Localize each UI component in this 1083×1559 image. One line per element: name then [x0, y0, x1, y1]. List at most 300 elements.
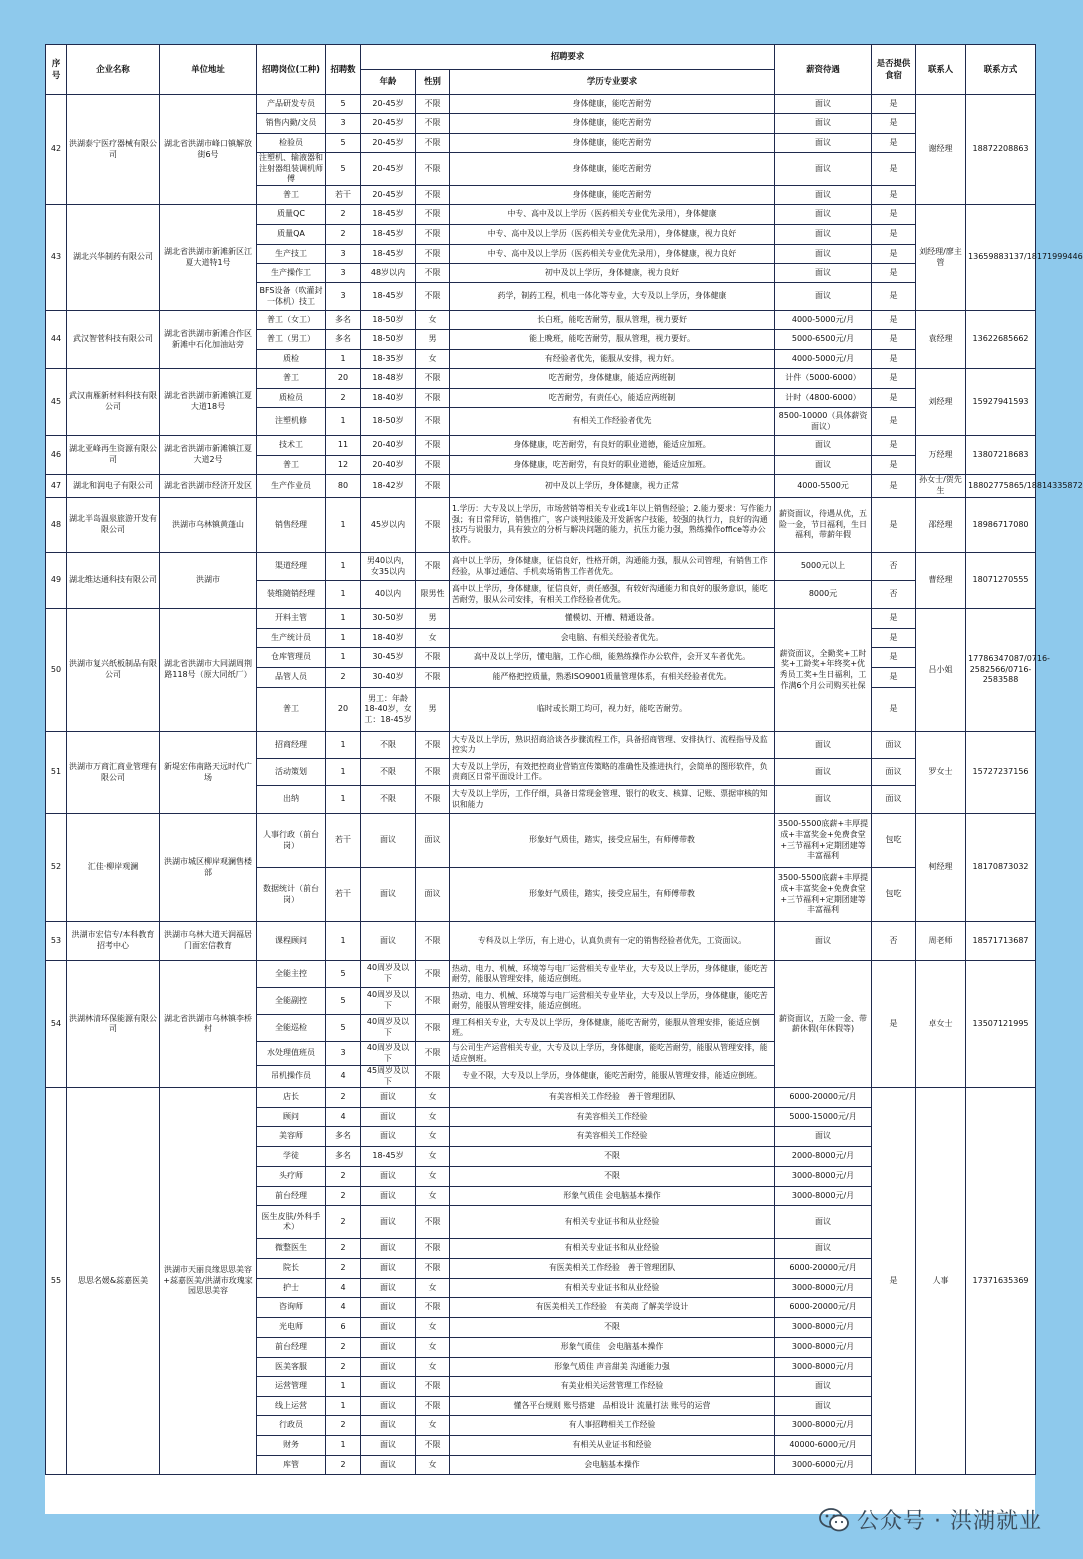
company-name: 湖北和润电子有限公司	[67, 475, 160, 498]
company-contact: 柯经理	[916, 814, 966, 922]
company-name: 洪湖市万商汇商业管理有限公司	[67, 732, 160, 814]
job-gender: 不限	[416, 205, 450, 225]
job-salary: 面议	[775, 186, 872, 205]
job-position: 线上运营	[257, 1397, 326, 1416]
job-salary: 8000元	[775, 581, 872, 609]
job-count: 5	[326, 1015, 361, 1042]
job-requirement: 有相关专业证书和从业经验	[450, 1279, 775, 1298]
table-row	[46, 922, 1036, 961]
job-count: 4	[326, 1108, 361, 1127]
job-salary: 面议	[775, 245, 872, 264]
job-requirement: 不限	[450, 1167, 775, 1187]
job-position: 吊机操作员	[257, 1066, 326, 1088]
job-requirement: 不限	[450, 1318, 775, 1338]
job-age: 面议	[361, 1259, 416, 1279]
job-position: 检验员	[257, 134, 326, 153]
job-requirement: 热动、电力、机械、环境等与电厂运营相关专业毕业，大专及以上学历，身体健康，能吃苦耐劳，能服从管理安排，能适应倒班。	[450, 961, 775, 988]
job-count: 若干	[326, 814, 361, 868]
job-salary: 8500-10000（具体薪资面议）	[775, 408, 872, 436]
job-age: 20-40岁	[361, 456, 416, 475]
company-no: 50	[46, 609, 67, 732]
job-requirement: 懂各平台规则 账号搭建 品相设计 流量打法 账号的运营	[450, 1397, 775, 1416]
job-salary: 面议	[775, 283, 872, 311]
job-salary: 6000-20000元/月	[775, 1298, 872, 1318]
job-position: 顾问	[257, 1108, 326, 1127]
job-age: 18-35岁	[361, 350, 416, 369]
job-age: 20-45岁	[361, 153, 416, 186]
job-position: 开料主管	[257, 609, 326, 629]
job-position: 运营管理	[257, 1377, 326, 1397]
job-position: 出纳	[257, 786, 326, 814]
job-salary: 3000-8000元/月	[775, 1318, 872, 1338]
company-contact: 人事	[916, 1088, 966, 1475]
job-count: 2	[326, 1358, 361, 1377]
job-age: 面议	[361, 868, 416, 922]
job-count: 2	[326, 1416, 361, 1436]
job-gender: 不限	[416, 498, 450, 553]
table-row	[46, 498, 1036, 553]
job-salary: 面议	[775, 264, 872, 283]
job-position: 水处理值班员	[257, 1042, 326, 1066]
job-gender: 不限	[416, 225, 450, 245]
table-row	[46, 814, 1036, 868]
job-position: 前台经理	[257, 1187, 326, 1206]
job-gender: 不限	[416, 648, 450, 668]
job-requirement: 有美容相关工作经验	[450, 1108, 775, 1127]
job-age: 18-45岁	[361, 1147, 416, 1167]
job-age: 面议	[361, 814, 416, 868]
job-requirement: 1.学历：大专及以上学历，市场营销等相关专业或1年以上销售经验；2.能力要求：写作能力强；有日常拜访，销售推广，客户谈判技能及开发新客户技能，较强的执行力，良好的沟通技巧与说服力，具有独立的分析与解决问题的能力，抗压力能力强，熟练操作office等办公软件。	[450, 498, 775, 553]
company-phone: 18170873032	[966, 814, 1036, 922]
job-requirement: 中专、高中及以上学历（医药相关专业优先录用），身体健康，视力良好	[450, 245, 775, 264]
job-gender: 不限	[416, 389, 450, 408]
job-position: 全能主控	[257, 961, 326, 988]
company-address: 湖北省洪湖市新滩合作区新滩中石化加油站旁	[160, 311, 257, 369]
company-contact: 袁经理	[916, 311, 966, 369]
job-meals: 是	[872, 153, 916, 186]
job-position: 质量QC	[257, 205, 326, 225]
job-age: 18-42岁	[361, 475, 416, 498]
job-count: 1	[326, 581, 361, 609]
job-salary: 面议	[775, 759, 872, 786]
job-salary: 3000-8000元/月	[775, 1338, 872, 1358]
job-requirement: 高中以上学历，身体健康，征信良好，性格开朗，沟通能力强，服从公司管理，有销售工作经验，从事过通信、手机卖场销售工作者优先。	[450, 553, 775, 581]
job-age: 面议	[361, 1397, 416, 1416]
header-age: 年龄	[361, 70, 416, 95]
job-age: 20-45岁	[361, 186, 416, 205]
job-salary: 5000元以上	[775, 553, 872, 581]
job-count: 11	[326, 436, 361, 456]
job-gender: 不限	[416, 153, 450, 186]
job-count: 5	[326, 95, 361, 114]
job-meals: 是	[872, 1088, 916, 1475]
job-requirement: 有医美相关工作经验 善于管理团队	[450, 1259, 775, 1279]
job-position: 店长	[257, 1088, 326, 1108]
company-no: 54	[46, 961, 67, 1088]
job-count: 1	[326, 732, 361, 759]
company-no: 45	[46, 369, 67, 436]
job-requirement: 高中以上学历，身体健康，征信良好，责任感强，有较好沟通能力和良好的服务意识，能吃苦耐劳，服从公司安排，有相关工作经验者优先。	[450, 581, 775, 609]
job-requirement: 吃苦耐劳，有责任心，能适应两班制	[450, 389, 775, 408]
job-requirement: 大专及以上学历，熟识招商洽谈各步骤流程工作，具备招商管理、安排执行、流程指导及监控实力	[450, 732, 775, 759]
job-gender: 女	[416, 1416, 450, 1436]
job-age: 18-50岁	[361, 330, 416, 350]
job-salary: 薪资面议，五险一金、带薪休假(年休假等)	[775, 961, 872, 1088]
job-position: 普工	[257, 186, 326, 205]
job-gender: 不限	[416, 1206, 450, 1239]
job-count: 5	[326, 134, 361, 153]
job-gender: 不限	[416, 759, 450, 786]
job-salary: 4000-5000元/月	[775, 311, 872, 330]
company-address: 洪湖市乌林镇黄蓬山	[160, 498, 257, 553]
watermark-text: 公众号 · 洪湖就业	[857, 1509, 1042, 1534]
job-requirement: 有医美相关工作经验 有美商 了解美学设计	[450, 1298, 775, 1318]
job-position: 人事行政（前台岗）	[257, 814, 326, 868]
job-age: 40周岁及以下	[361, 988, 416, 1015]
company-phone: 13807218683	[966, 436, 1036, 475]
job-position: 学徒	[257, 1147, 326, 1167]
job-position: 装维随销经理	[257, 581, 326, 609]
job-count: 2	[326, 1088, 361, 1108]
job-age: 面议	[361, 1187, 416, 1206]
job-position: 光电师	[257, 1318, 326, 1338]
company-no: 49	[46, 553, 67, 609]
job-requirement: 懂模切、开槽、精通设备。	[450, 609, 775, 629]
table-row	[46, 369, 1036, 389]
job-gender: 女	[416, 1167, 450, 1187]
job-salary: 5000-15000元/月	[775, 1108, 872, 1127]
company-phone: 15927941593	[966, 369, 1036, 436]
job-requirement: 大专及以上学历，有效把控商业营销宣传策略的准确性及推进执行，会简单的图形软件，负责商区日常平面设计工作。	[450, 759, 775, 786]
job-age: 30-50岁	[361, 609, 416, 629]
company-no: 46	[46, 436, 67, 475]
job-salary: 6000-20000元/月	[775, 1088, 872, 1108]
job-position: 销售内勤/文员	[257, 114, 326, 134]
job-salary: 薪资面议，待遇从优，五险一金，节日福利，生日福利，带薪年假	[775, 498, 872, 553]
job-salary: 面议	[775, 436, 872, 456]
job-meals: 否	[872, 922, 916, 961]
company-contact: 刘经理/廖主管	[916, 205, 966, 311]
job-gender: 不限	[416, 786, 450, 814]
company-phone: 18802775865/18814335872	[966, 475, 1036, 498]
job-position: 产品研发专员	[257, 95, 326, 114]
table-row	[46, 436, 1036, 456]
job-position: 微整医生	[257, 1239, 326, 1259]
job-requirement: 有美业相关运营管理工作经验	[450, 1377, 775, 1397]
job-meals: 是	[872, 629, 916, 648]
job-meals: 是	[872, 389, 916, 408]
job-gender: 女	[416, 1147, 450, 1167]
job-meals: 面议	[872, 759, 916, 786]
job-gender: 不限	[416, 1259, 450, 1279]
job-gender: 不限	[416, 114, 450, 134]
job-position: 咨询师	[257, 1298, 326, 1318]
job-salary: 计时（4800-6000）	[775, 389, 872, 408]
job-salary: 面议	[775, 732, 872, 759]
job-salary: 3000-6000元/月	[775, 1456, 872, 1475]
job-salary: 面议	[775, 456, 872, 475]
job-position: 技术工	[257, 436, 326, 456]
job-salary: 3000-8000元/月	[775, 1187, 872, 1206]
job-gender: 不限	[416, 369, 450, 389]
job-meals: 否	[872, 581, 916, 609]
job-age: 不限	[361, 786, 416, 814]
table-row	[46, 95, 1036, 114]
job-meals: 是	[872, 498, 916, 553]
job-salary: 面议	[775, 786, 872, 814]
header-count: 招聘数	[326, 45, 361, 95]
table-row	[46, 961, 1036, 988]
wechat-icon	[819, 1507, 849, 1533]
job-meals: 是	[872, 311, 916, 330]
job-requirement: 身体健康，能吃苦耐劳	[450, 114, 775, 134]
job-age: 面议	[361, 1298, 416, 1318]
job-count: 20	[326, 688, 361, 732]
job-meals: 是	[872, 436, 916, 456]
job-age: 面议	[361, 1358, 416, 1377]
job-salary: 3000-8000元/月	[775, 1279, 872, 1298]
company-phone: 18571713687	[966, 922, 1036, 961]
job-meals: 是	[872, 408, 916, 436]
job-count: 3	[326, 245, 361, 264]
job-position: 活动策划	[257, 759, 326, 786]
job-position: 质检	[257, 350, 326, 369]
job-meals: 是	[872, 456, 916, 475]
job-age: 面议	[361, 1167, 416, 1187]
company-address: 新堤宏伟南路天远时代广场	[160, 732, 257, 814]
job-requirement: 理工科相关专业，大专及以上学历，身体健康，能吃苦耐劳，能服从管理安排，能适应倒班。	[450, 1015, 775, 1042]
job-gender: 不限	[416, 245, 450, 264]
job-requirement: 中专、高中及以上学历（医药相关专业优先录用），身体健康，视力良好	[450, 225, 775, 245]
table-row	[46, 1088, 1036, 1108]
job-requirement: 身体健康，吃苦耐劳，有良好的职业道德，能适应加班。	[450, 436, 775, 456]
job-salary: 面议	[775, 1377, 872, 1397]
job-count: 20	[326, 369, 361, 389]
job-gender: 女	[416, 1187, 450, 1206]
job-position: 库管	[257, 1456, 326, 1475]
job-requirement: 形象气质佳 会电脑基本操作	[450, 1187, 775, 1206]
job-requirement: 有美容相关工作经验 善于管理团队	[450, 1088, 775, 1108]
job-count: 1	[326, 1397, 361, 1416]
job-age: 面议	[361, 1318, 416, 1338]
company-contact: 周老师	[916, 922, 966, 961]
header-phone: 联系方式	[966, 45, 1036, 95]
job-position: 全能副控	[257, 988, 326, 1015]
job-count: 4	[326, 1279, 361, 1298]
job-meals: 是	[872, 283, 916, 311]
job-count: 2	[326, 389, 361, 408]
table-row	[46, 609, 1036, 629]
job-count: 4	[326, 1298, 361, 1318]
table-row	[46, 311, 1036, 330]
job-salary: 3000-8000元/月	[775, 1416, 872, 1436]
job-requirement: 临时或长期工均可，视力好，能吃苦耐劳。	[450, 688, 775, 732]
job-age: 面议	[361, 1206, 416, 1239]
job-age: 男40以内，女35以内	[361, 553, 416, 581]
job-age: 20-45岁	[361, 134, 416, 153]
company-no: 42	[46, 95, 67, 205]
job-count: 2	[326, 1187, 361, 1206]
job-position: 护士	[257, 1279, 326, 1298]
job-salary: 3000-8000元/月	[775, 1358, 872, 1377]
job-requirement: 身体健康，能吃苦耐劳	[450, 153, 775, 186]
job-gender: 女	[416, 1108, 450, 1127]
company-address: 洪湖市城区柳岸观澜售楼部	[160, 814, 257, 922]
job-requirement: 形象气质佳 会电脑基本操作	[450, 1338, 775, 1358]
job-requirement: 身体健康，吃苦耐劳，有良好的职业道德，能适应加班。	[450, 456, 775, 475]
job-requirement: 能严格把控质量，熟悉ISO9001质量管理体系，有相关经验者优先。	[450, 668, 775, 688]
company-address: 湖北省洪湖市峰口镇解放街6号	[160, 95, 257, 205]
job-gender: 不限	[416, 134, 450, 153]
job-requirement: 不限	[450, 1147, 775, 1167]
job-age: 不限	[361, 759, 416, 786]
header-contact: 联系人	[916, 45, 966, 95]
job-meals: 包吃	[872, 868, 916, 922]
job-age: 18-50岁	[361, 408, 416, 436]
job-age: 不限	[361, 732, 416, 759]
job-age: 18-45岁	[361, 245, 416, 264]
job-salary: 3000-8000元/月	[775, 1167, 872, 1187]
job-requirement: 长白班，能吃苦耐劳，服从管理，视力要好	[450, 311, 775, 330]
company-name: 洪湖泰宁医疗器械有限公司	[67, 95, 160, 205]
job-position: 普工	[257, 688, 326, 732]
job-age: 18-48岁	[361, 369, 416, 389]
job-age: 面议	[361, 1127, 416, 1147]
job-requirement: 有相关从业证书和经验	[450, 1436, 775, 1456]
job-requirement: 能上晚班，能吃苦耐劳，服从管理，视力要好。	[450, 330, 775, 350]
company-phone: 18986717080	[966, 498, 1036, 553]
job-salary: 面议	[775, 114, 872, 134]
job-meals: 是	[872, 134, 916, 153]
job-count: 多名	[326, 311, 361, 330]
header-no: 序号	[46, 45, 67, 95]
job-requirement: 专业不限，大专及以上学历，身体健康，能吃苦耐劳，能服从管理安排，能适应倒班。	[450, 1066, 775, 1088]
job-count: 1	[326, 408, 361, 436]
job-requirement: 大专及以上学历，工作仔细，具备日常现金管理、银行的收支、核算、记账、票据审核的知识和能力	[450, 786, 775, 814]
job-count: 3	[326, 264, 361, 283]
job-requirement: 高中及以上学历，懂电脑，工作心细，能熟练操作办公软件，会开叉车者优先。	[450, 648, 775, 668]
job-requirement: 形象气质佳 声音甜美 沟通能力强	[450, 1358, 775, 1377]
job-count: 2	[326, 1456, 361, 1475]
recruitment-table-sheet	[45, 44, 1083, 1514]
job-age: 面议	[361, 1377, 416, 1397]
company-address: 洪湖市	[160, 553, 257, 609]
job-gender: 女	[416, 1358, 450, 1377]
company-contact: 吕小姐	[916, 609, 966, 732]
job-meals: 是	[872, 95, 916, 114]
job-count: 若干	[326, 868, 361, 922]
job-age: 40以内	[361, 581, 416, 609]
job-age: 面议	[361, 1239, 416, 1259]
job-count: 多名	[326, 330, 361, 350]
job-position: 前台经理	[257, 1338, 326, 1358]
job-position: 生产统计员	[257, 629, 326, 648]
job-gender: 不限	[416, 408, 450, 436]
job-count: 2	[326, 1259, 361, 1279]
job-age: 面议	[361, 1108, 416, 1127]
job-position: 注塑机修	[257, 408, 326, 436]
job-gender: 不限	[416, 961, 450, 988]
company-name: 洪湖林清环保能源有限公司	[67, 961, 160, 1088]
job-gender: 面议	[416, 868, 450, 922]
job-meals: 是	[872, 350, 916, 369]
job-gender: 女	[416, 1456, 450, 1475]
job-meals: 是	[872, 609, 916, 629]
job-gender: 不限	[416, 186, 450, 205]
job-count: 1	[326, 759, 361, 786]
company-no: 53	[46, 922, 67, 961]
job-requirement: 身体健康，能吃苦耐劳	[450, 134, 775, 153]
company-phone: 13507121995	[966, 961, 1036, 1088]
job-age: 面议	[361, 1088, 416, 1108]
job-count: 12	[326, 456, 361, 475]
job-salary: 40000-6000元/月	[775, 1436, 872, 1456]
job-age: 45周岁及以下	[361, 1066, 416, 1088]
company-no: 52	[46, 814, 67, 922]
job-age: 18-45岁	[361, 225, 416, 245]
header-requirements: 招聘要求	[361, 45, 775, 70]
job-meals: 是	[872, 475, 916, 498]
job-gender: 不限	[416, 1377, 450, 1397]
job-age: 18-50岁	[361, 311, 416, 330]
company-no: 55	[46, 1088, 67, 1475]
company-address: 湖北省洪湖市经济开发区	[160, 475, 257, 498]
job-salary: 面议	[775, 225, 872, 245]
job-meals: 是	[872, 264, 916, 283]
job-requirement: 形象好气质佳，踏实，接受应届生，有师傅带教	[450, 814, 775, 868]
job-count: 3	[326, 114, 361, 134]
watermark	[819, 1504, 1042, 1535]
company-name: 湖北兴华制药有限公司	[67, 205, 160, 311]
job-requirement: 有相关专业证书和从业经验	[450, 1239, 775, 1259]
job-meals: 是	[872, 330, 916, 350]
job-gender: 不限	[416, 988, 450, 1015]
company-no: 51	[46, 732, 67, 814]
job-position: 渠道经理	[257, 553, 326, 581]
job-count: 1	[326, 553, 361, 581]
company-contact: 万经理	[916, 436, 966, 475]
company-contact: 邵经理	[916, 498, 966, 553]
job-position: 销售经理	[257, 498, 326, 553]
job-count: 1	[326, 498, 361, 553]
job-salary: 面议	[775, 1397, 872, 1416]
job-salary: 计件（5000-6000）	[775, 369, 872, 389]
job-age: 面议	[361, 1416, 416, 1436]
job-requirement: 中专、高中及以上学历（医药相关专业优先录用），身体健康	[450, 205, 775, 225]
job-meals: 是	[872, 114, 916, 134]
company-contact: 孙女士/贺先生	[916, 475, 966, 498]
job-position: 普工	[257, 456, 326, 475]
job-age: 18-45岁	[361, 283, 416, 311]
job-requirement: 形象好气质佳，踏实，接受应届生，有师傅带教	[450, 868, 775, 922]
job-meals: 是	[872, 369, 916, 389]
job-count: 若干	[326, 186, 361, 205]
job-requirement: 会电脑、有相关经验者优先。	[450, 629, 775, 648]
company-contact: 刘经理	[916, 369, 966, 436]
company-address: 湖北省洪湖市新滩镇江夏大道18号	[160, 369, 257, 436]
company-phone: 17371635369	[966, 1088, 1036, 1475]
company-name: 思思名媛&蕊嘉医美	[67, 1088, 160, 1475]
job-salary: 薪资面议，全勤奖+工时奖+工龄奖+年终奖+优秀员工奖+生日福利，工作满6个月公司购买社保	[775, 609, 872, 732]
job-position: 质量QA	[257, 225, 326, 245]
job-gender: 不限	[416, 475, 450, 498]
job-meals: 是	[872, 961, 916, 1088]
job-age: 40周岁及以下	[361, 1042, 416, 1066]
job-count: 1	[326, 648, 361, 668]
job-position: 品管人员	[257, 668, 326, 688]
job-position: 普工	[257, 369, 326, 389]
header-gender: 性别	[416, 70, 450, 95]
